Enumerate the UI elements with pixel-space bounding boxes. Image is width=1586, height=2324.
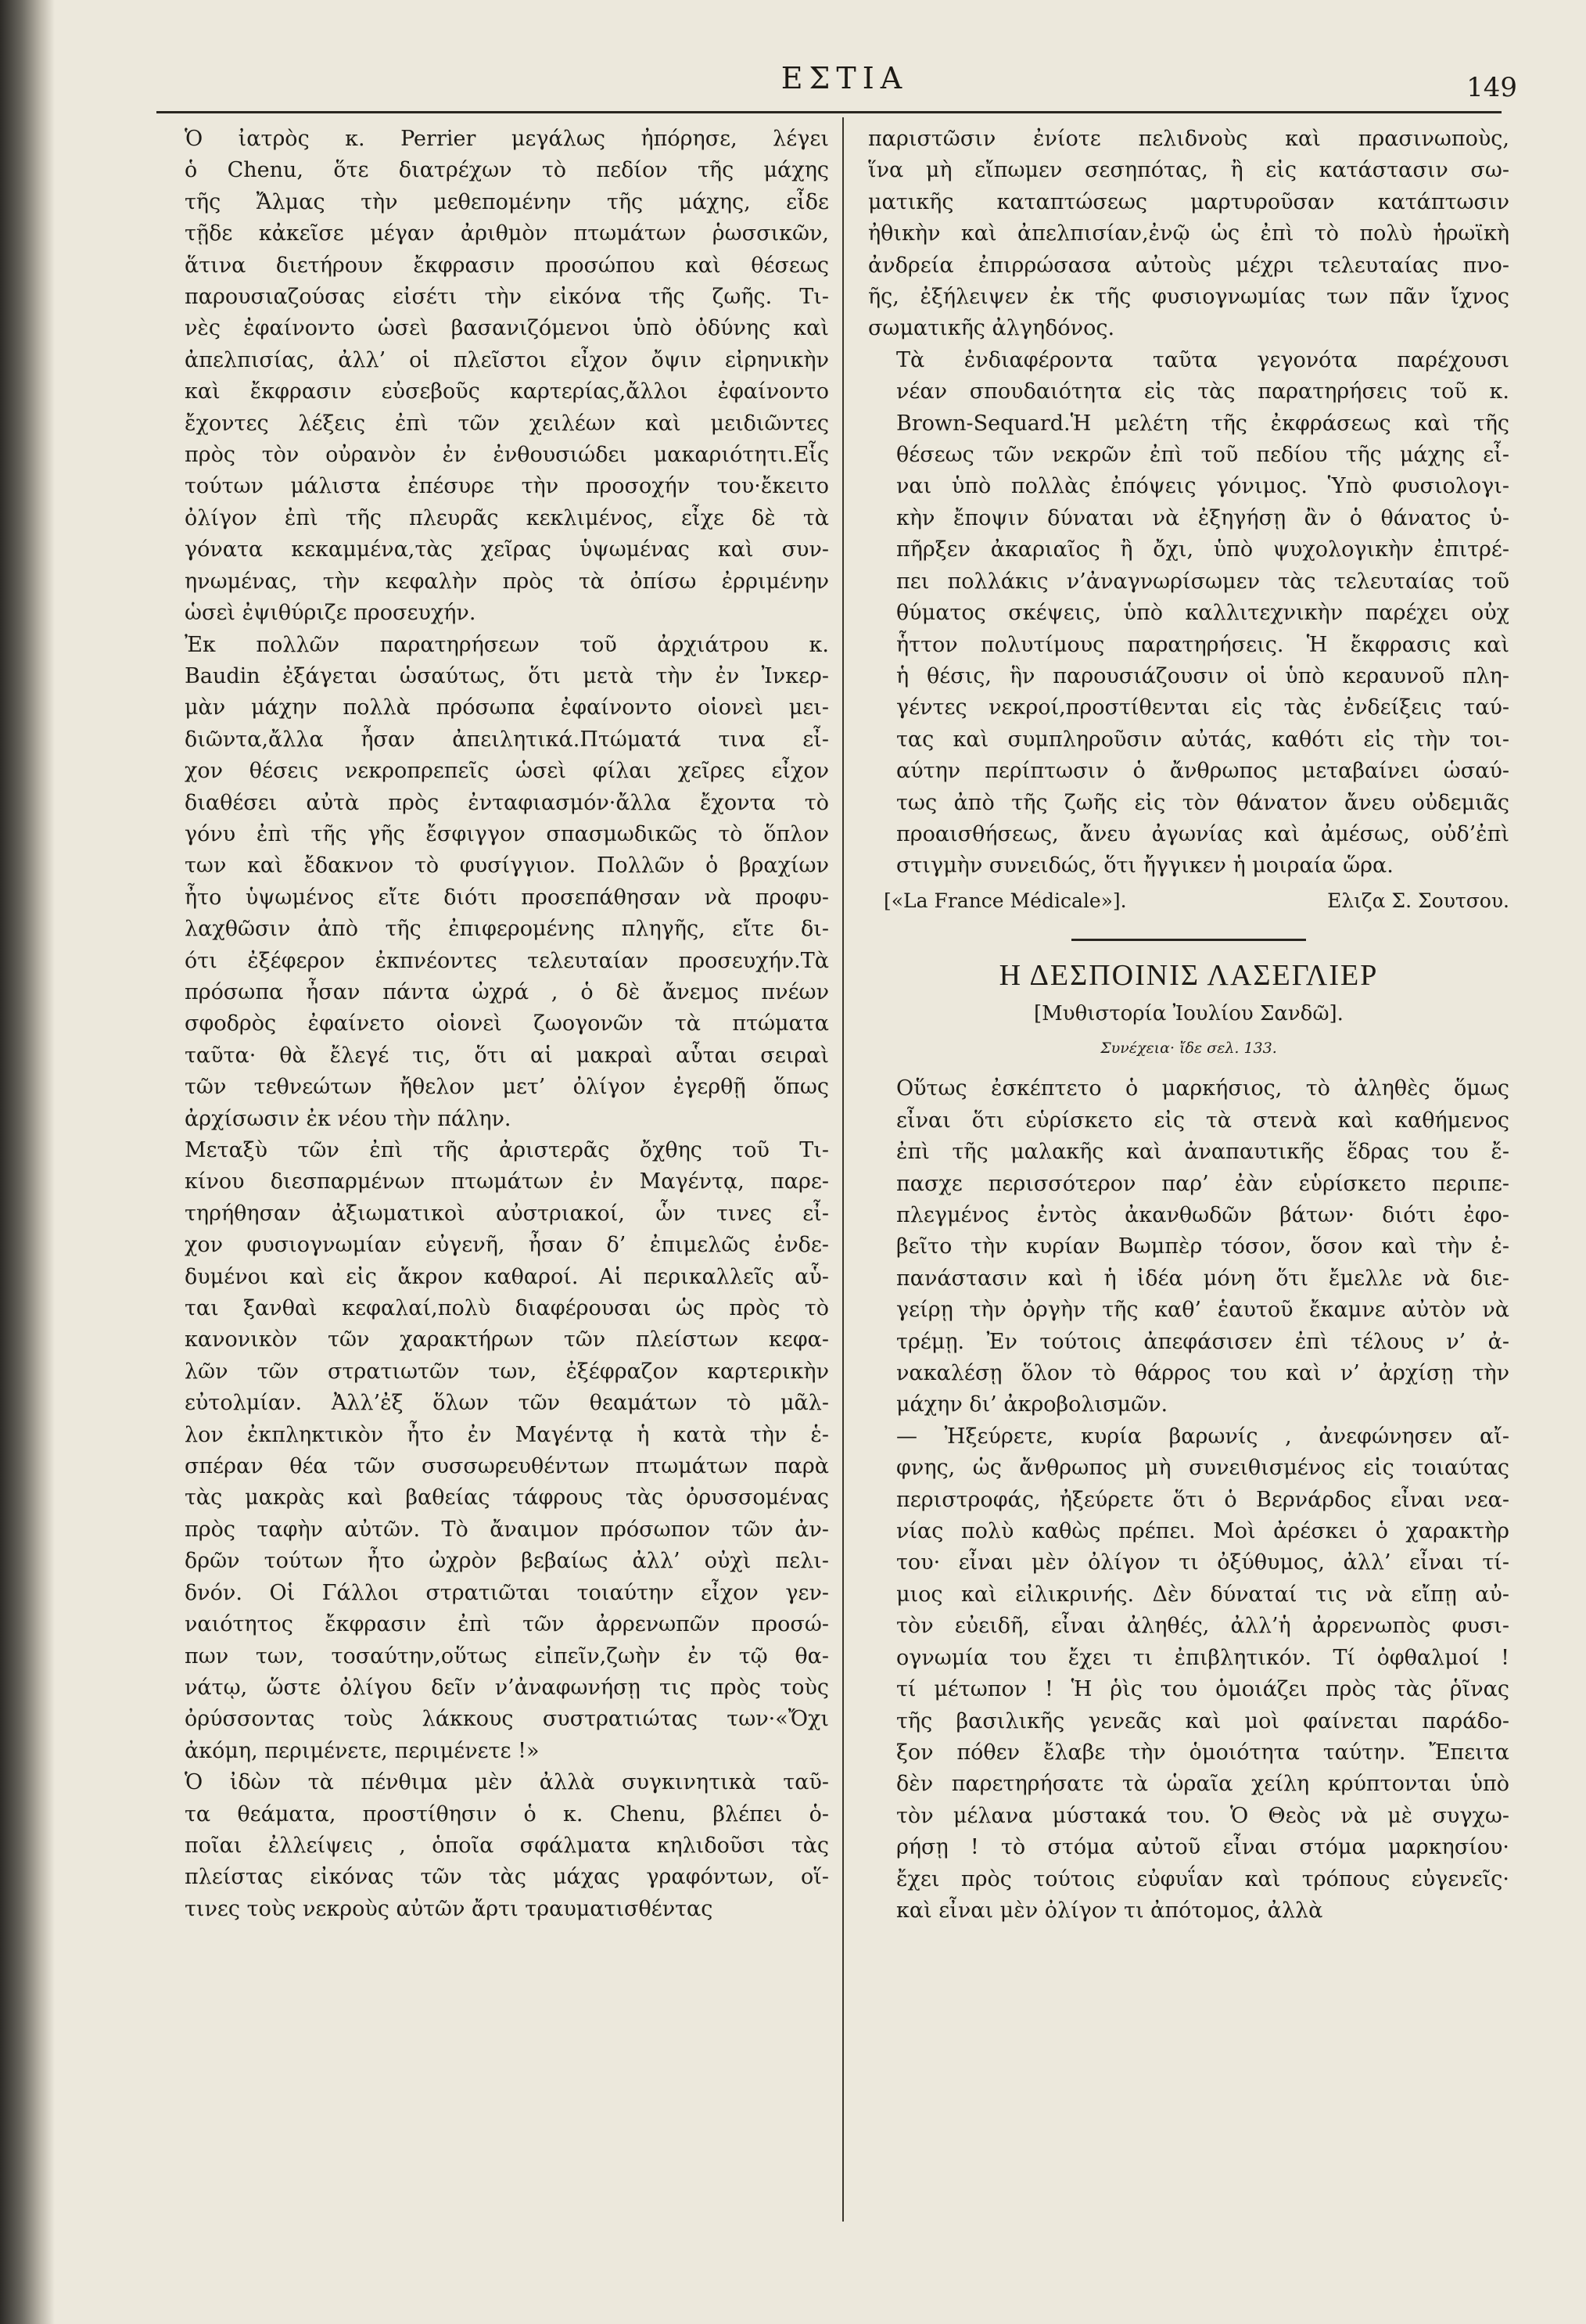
text-line: πρὸς τὸν οὐρανὸν ἐν ἐνθουσιώδει μακαριότητι.Εἷς bbox=[185, 443, 829, 468]
text-line: εὐτολμίαν. Ἀλλ’ἐξ ὅλων τῶν θεαμάτων τὸ μᾶλ- bbox=[185, 1391, 829, 1416]
text-line: φνης, ὡς ἄνθρωπος μὴ συνειθισμένος εἰς τοιαύτας bbox=[896, 1456, 1509, 1481]
left-column bbox=[156, 124, 829, 1925]
right-column bbox=[868, 124, 1509, 1927]
text-line: παριστῶσιν ἐνίοτε πελιδνοὺς καὶ πρασινωποὺς, bbox=[868, 127, 1509, 151]
text-line: δυμένοι καὶ εἰς ἄκρον καθαροί. Αἱ περικαλλεῖς αὗ- bbox=[185, 1264, 829, 1289]
paragraph bbox=[156, 630, 829, 1136]
text-line: εἶναι ὅτι εὑρίσκετο εἰς τὰ στενὰ καὶ καθήμενος bbox=[896, 1108, 1509, 1133]
text-line: κίνου διεσπαρμένων πτωμάτων ἐν Μαγέντᾳ, παρε- bbox=[185, 1169, 829, 1194]
text-line: διαθέσει αὐτὰ πρὸς ἐνταφιασμόν·ἄλλα ἔχοντα τὸ bbox=[185, 790, 829, 815]
text-line: Brown-Sequard.Ἡ μελέτη τῆς ἐκφράσεως καὶ τῆς bbox=[896, 411, 1509, 436]
section-separator bbox=[1071, 939, 1306, 941]
text-line: καὶ ἔκφρασιν εὐσεβοῦς καρτερίας,ἄλλοι ἐφαίνοντο bbox=[185, 379, 829, 404]
text-line: χον φυσιογνωμίαν εὐγενῆ, ἦσαν δ’ ἐπιμελῶς ἐνδε- bbox=[185, 1233, 829, 1258]
article-ending bbox=[868, 124, 1509, 882]
text-line: ρήσῃ ! τὸ στόμα αὐτοῦ εἶναι στόμα μαρκησίου· bbox=[896, 1835, 1509, 1860]
text-line: παρουσιαζούσας εἰσέτι τὴν εἰκόνα τῆς ζωῆς. Τι- bbox=[185, 285, 829, 310]
text-line: νέαν σπουδαιότητα εἰς τὰς παρατηρήσεις τοῦ κ. bbox=[896, 379, 1509, 404]
article-signature bbox=[884, 885, 1509, 917]
paragraph bbox=[156, 1135, 829, 1767]
text-line: σπέραν θέα τῶν συσσωρευθέντων πτωμάτων παρὰ bbox=[185, 1454, 829, 1479]
journal-title: ΕΣΤΙΑ bbox=[780, 61, 909, 95]
text-line: των καὶ ἔδακνον τὸ φυσίγγιον. Πολλῶν ὁ βραχίων bbox=[185, 853, 829, 878]
text-line: πρὸς ταφὴν αὐτῶν. Τὸ ἄναιμον πρόσωπον τῶν ἀν- bbox=[185, 1517, 829, 1542]
text-line: ἀκόμη, περιμένετε, περιμένετε !» bbox=[185, 1738, 540, 1763]
text-line: τηρήθησαν ἀξιωματικοὶ αὐστριακοί, ὧν τινες εἶ- bbox=[185, 1201, 829, 1226]
text-line: νακαλέσῃ ὅλον τὸ θάρρος του καὶ ν’ ἀρχίσῃ τὴν bbox=[896, 1361, 1509, 1386]
text-line: — Ἠξεύρετε, κυρία βαρωνίς , ἀνεφώνησεν αἴ- bbox=[896, 1424, 1509, 1449]
text-line: πασχε περισσότερον παρ’ ἐὰν εὑρίσκετο περιπε- bbox=[896, 1171, 1509, 1196]
text-line: γόνατα κεκαμμένα,τὰς χεῖρας ὑψωμένας καὶ συν- bbox=[185, 537, 829, 562]
text-line: τρέμῃ. Ἐν τούτοις ἀπεφάσισεν ἐπὶ τέλους ν’ ἀ- bbox=[896, 1329, 1509, 1354]
text-line: λον ἐκπληκτικὸν ἦτο ἐν Μαγέντᾳ ἡ κατὰ τὴν ἑ- bbox=[185, 1422, 829, 1447]
text-line: σφοδρὸς ἐφαίνετο οἱονεὶ ζωογονῶν τὰ πτώματα bbox=[185, 1011, 829, 1036]
text-line: γέντες νεκροί,προστίθενται εἰς τὰς ἐνδείξεις ταύ- bbox=[896, 695, 1509, 720]
text-line: τῆς Ἄλμας τὴν μεθεπομένην τῆς μάχης, εἶδε bbox=[185, 189, 829, 214]
text-line: βεῖτο τὴν κυρίαν Βωμπὲρ τόσον, ὅσον καὶ τὴν ἐ- bbox=[896, 1234, 1509, 1259]
text-line: γόνυ ἐπὶ τῆς γῆς ἔσφιγγον σπασμωδικῶς τὸ ὅπλον bbox=[185, 821, 829, 846]
text-line: ἐπὶ τῆς μαλακῆς καὶ ἀναπαυτικῆς ἕδρας του ἔ- bbox=[896, 1140, 1509, 1165]
text-line: χον θέσεις νεκροπρεπεῖς ὡσεὶ φίλαι χεῖρες εἶχον bbox=[185, 759, 829, 784]
source-citation: [«La France Médicale»]. bbox=[884, 889, 1127, 912]
story-text bbox=[868, 1073, 1509, 1927]
page-number: 149 bbox=[1466, 72, 1517, 103]
text-line: δὲν παρετηρήσατε τὰ ὡραῖα χείλη κρύπτονται ὑπὸ bbox=[896, 1772, 1509, 1797]
column-divider bbox=[842, 117, 844, 2222]
text-line: ότι ἐξέφερον ἐκπνέοντες τελευταίαν προσευχήν.Τὰ bbox=[185, 948, 829, 973]
text-line: τί μέτωπον ! Ἡ ῥὶς του ὁμοιάζει πρὸς τὰς ῥῖνας bbox=[896, 1677, 1509, 1702]
text-line: τούτων μάλιστα ἐπέσυρε τὴν προσοχήν του·ἔκειτο bbox=[185, 474, 829, 499]
paragraph bbox=[868, 345, 1509, 882]
text-line: θέσεως τῶν νεκρῶν ἐπὶ τοῦ πεδίου τῆς μάχης εἶ- bbox=[896, 443, 1509, 468]
author-name: Ελιζα Σ. Σουτσου. bbox=[1327, 889, 1509, 912]
text-line: δνόν. Οἱ Γάλλοι στρατιῶται τοιαύτην εἶχον γεν- bbox=[185, 1580, 829, 1605]
text-line: Ἐκ πολλῶν παρατηρήσεων τοῦ ἀρχιάτρου κ. bbox=[185, 632, 829, 657]
paragraph bbox=[868, 124, 1509, 345]
text-line: καὶ εἶναι μὲν ὀλίγον τι ἀπότομος, ἀλλὰ bbox=[896, 1898, 1323, 1923]
text-line: Ὁ ἰατρὸς κ. Perrier μεγάλως ἠπόρησε, λέγει bbox=[185, 127, 829, 151]
text-line: τινες τοὺς νεκροὺς αὐτῶν ἄρτι τραυματισθέντας bbox=[185, 1896, 713, 1921]
text-line: πῆρξεν ἀκαριαῖος ἢ ὄχι, ὑπὸ ψυχολογικὴν ἐπιτρέ- bbox=[896, 537, 1509, 562]
text-line: ὀρύσσοντας τοὺς λάκκους συστρατιώτας των·«Ὄχι bbox=[185, 1707, 829, 1732]
text-line: ἠθικὴν καὶ ἀπελπισίαν,ἐνῷ ὡς ἐπὶ τὸ πολὺ ἡρωϊκὴ bbox=[868, 221, 1509, 246]
text-line: πλείστας εἰκόνας τῶν τὰς μάχας γραφόντων, οἵ- bbox=[185, 1865, 829, 1890]
text-line: νάτῳ, ὥστε ὀλίγου δεῖν ν’ἀναφωνήσῃ τις πρὸς τοὺς bbox=[185, 1675, 829, 1700]
text-line: ηνωμένας, τὴν κεφαλὴν πρὸς τὰ ὀπίσω ἐρριμένην bbox=[185, 569, 829, 594]
text-line: Baudin ἐξάγεται ὡσαύτως, ὅτι μετὰ τὴν ἐν Ἰνκερ- bbox=[185, 663, 829, 688]
text-line: προαισθήσεως, ἄνευ ἀγωνίας καὶ ἀμέσως, οὐδ’ἐπὶ bbox=[896, 821, 1509, 846]
text-line: ἦτο ὑψωμένος εἴτε διότι προσεπάθησαν νὰ προφυ- bbox=[185, 885, 829, 910]
text-line: πει πολλάκις ν’ἀναγνωρίσωμεν τὰς τελευταίας τοῦ bbox=[896, 569, 1509, 594]
text-line: ταῦτα· θὰ ἔλεγέ τις, ὅτι αἱ μακραὶ αὗται σειραὶ bbox=[185, 1043, 829, 1068]
paragraph bbox=[156, 124, 829, 630]
text-line: ποῖαι ἐλλείψεις , ὁποῖα σφάλματα κηλιδοῦσι τὰς bbox=[185, 1833, 829, 1858]
text-line: ναι ὑπὸ πολλὰς ἐπόψεις γόνιμος. Ὑπὸ φυσιολογι- bbox=[896, 474, 1509, 499]
text-line: λῶν τῶν στρατιωτῶν των, ἐξέφραζον καρτερικὴν bbox=[185, 1359, 829, 1384]
text-line: μάχην δι’ ἀκροβολισμῶν. bbox=[896, 1392, 1168, 1417]
text-line: τα θεάματα, προστίθησιν ὁ κ. Chenu, βλέπει ὁ- bbox=[185, 1801, 829, 1827]
text-line: ὁ Chenu, ὅτε διατρέχων τὸ πεδίον τῆς μάχης bbox=[185, 158, 829, 183]
text-line: ξον πόθεν ἔλαβε τὴν ὁμοιότητα ταύτην. Ἔπειτα bbox=[896, 1740, 1509, 1765]
text-line: τὰς μακρὰς καὶ βαθείας τάφρους τὰς ὀρυσσομένας bbox=[185, 1485, 829, 1510]
paragraph bbox=[156, 1767, 829, 1925]
text-line: τῆς βασιλικῆς γενεᾶς καὶ μοὶ φαίνεται παράδο- bbox=[896, 1708, 1509, 1733]
text-line: ται ξανθαὶ κεφαλαί,πολὺ διαφέρουσαι ὡς πρὸς τὸ bbox=[185, 1296, 829, 1321]
text-line: πρόσωπα ἦσαν πάντα ὠχρά , ὁ δὲ ἄνεμος πνέων bbox=[185, 979, 829, 1004]
story-title: Η ΔΕΣΠΟΙΝΙΣ ΛΑΣΕΓΛΙΕΡ bbox=[999, 959, 1379, 993]
text-line: ἀπελπισίας, ἀλλ’ οἱ πλεῖστοι εἶχον ὄψιν εἰρηνικὴν bbox=[185, 347, 829, 372]
text-line: Ὁ ἰδὼν τὰ πένθιμα μὲν ἀλλὰ συγκινητικὰ ταῦ- bbox=[185, 1770, 829, 1795]
text-line: ναιότητος ἔκφρασιν ἐπὶ τῶν ἀρρενωπῶν προσώ- bbox=[185, 1612, 829, 1637]
text-line: γείρῃ τὴν ὀργὴν τῆς καθ’ ἑαυτοῦ ἔκαμνε αὐτὸν νὰ bbox=[896, 1298, 1509, 1323]
text-line: κὴν ἔποψιν δύναται νὰ ἐξηγήσῃ ἂν ὁ θάνατος ὑ- bbox=[896, 505, 1509, 530]
text-line: πανάστασιν καὶ ἡ ἰδέα μόνη ὅτι ἔμελλε νὰ διε- bbox=[896, 1266, 1509, 1291]
text-line: ἔχοντες λέξεις ἐπὶ τῶν χειλέων καὶ μειδιῶντες bbox=[185, 411, 829, 436]
text-line: νίας πολὺ καθὼς πρέπει. Μοὶ ἀρέσκει ὁ χαρακτὴρ bbox=[896, 1519, 1509, 1544]
text-line: νὲς ἐφαίνοντο ὡσεὶ βασανιζόμενοι ὑπὸ ὀδύνης καὶ bbox=[185, 316, 829, 341]
header-rule bbox=[156, 111, 1502, 113]
paragraph bbox=[868, 1073, 1509, 1421]
text-line: ἵνα μὴ εἴπωμεν σεσηπότας, ἢ εἰς κατάστασιν σω- bbox=[868, 158, 1509, 183]
text-line: τὸν μέλανα μύστακά του. Ὁ Θεὸς νὰ μὲ συγχω- bbox=[896, 1803, 1509, 1828]
text-line: Τὰ ἐνδιαφέροντα ταῦτα γεγονότα παρέχουσι bbox=[896, 347, 1509, 372]
text-line: ματικῆς καταπτώσεως μαρτυροῦσαν κατάπτωσιν bbox=[868, 189, 1509, 214]
text-line: πλεγμένος ἐντὸς ἀκανθωδῶν βάτων· διότι ἐφο- bbox=[896, 1203, 1509, 1227]
text-line: στιγμὴν συνειδώς, ὅτι ἤγγικεν ἡ μοιραία ὥρα. bbox=[896, 853, 1394, 878]
text-line: λαχθῶσιν ἀπὸ τῆς ἐπιφερομένης πληγῆς, εἴτε δι- bbox=[185, 917, 829, 942]
text-line: μιος καὶ εἰλικρινής. Δὲν δύναταί τις νὰ εἴπῃ αὐ- bbox=[896, 1582, 1509, 1607]
text-line: μὰν μάχην πολλὰ πρόσωπα ἐφαίνοντο οἱονεὶ μει- bbox=[185, 695, 829, 720]
text-line: τὸν εὐειδῆ, εἶναι ἀληθές, ἀλλ’ἡ ἀρρενωπὸς φυσι- bbox=[896, 1614, 1509, 1639]
text-line: ῆς, ἐξήλειψεν ἐκ τῆς φυσιογνωμίας των πᾶν ἴχνος bbox=[868, 285, 1509, 310]
text-line: δρῶν τούτων ἦτο ὠχρὸν βεβαίως ἀλλ’ οὐχὶ πελι- bbox=[185, 1549, 829, 1574]
text-line: περιστροφάς, ἠξεύρετε ὅτι ὁ Βερνάρδος εἶναι νεα- bbox=[896, 1487, 1509, 1512]
text-line: θύματος σκέψεις, ὑπὸ καλλιτεχνικὴν παρέχει οὐχ bbox=[896, 601, 1509, 626]
text-line: ἀνδρεία ἐπιρρώσασα αὐτοὺς μέχρι τελευταίας πνο- bbox=[868, 253, 1509, 278]
text-line: αύτην περίπτωσιν ὁ ἄνθρωπος μεταβαίνει ὡσαύ- bbox=[896, 759, 1509, 784]
text-line: ὀλίγον ἐπὶ τῆς πλευρᾶς κεκλιμένος, εἶχε δὲ τὰ bbox=[185, 505, 829, 530]
text-line: ὡσεὶ ἐψιθύριζε προσευχήν. bbox=[185, 601, 476, 626]
story-subtitle: [Μυθιστορία Ἰουλίου Σανδῶ]. bbox=[1034, 1001, 1344, 1026]
text-line: ἀρχίσωσιν ἐκ νέου τὴν πάλην. bbox=[185, 1106, 511, 1131]
text-line: κανονικὸν τῶν χαρακτήρων τῶν πλείστων κεφα- bbox=[185, 1327, 829, 1352]
text-line: ἧττον πολυτίμους παρατηρήσεις. Ἡ ἔκφρασις καὶ bbox=[896, 632, 1509, 657]
text-line: πων των, τοσαύτην,οὕτως εἰπεῖν,ζωὴν ἐν τῷ θα- bbox=[185, 1643, 829, 1668]
text-line: ογνωμία του ἔχει τι ἐπιβλητικόν. Τί ὀφθαλμοί ! bbox=[896, 1645, 1509, 1670]
text-line: διῶντα,ἄλλα ἦσαν ἀπειλητικά.Πτώματά τινα εἶ- bbox=[185, 727, 829, 752]
binding-shadow bbox=[0, 0, 55, 2324]
text-line: ἅτινα διετήρουν ἔκφρασιν προσώπου καὶ θέσεως bbox=[185, 253, 829, 278]
text-line: ἔχει πρὸς τούτοις εὐφυΐαν καὶ τρόπους εὐγενεῖς· bbox=[896, 1866, 1509, 1891]
text-line: Μεταξὺ τῶν ἐπὶ τῆς ἀριστερᾶς ὄχθης τοῦ Τι- bbox=[185, 1138, 829, 1162]
text-line: σωματικῆς ἀλγηδόνος. bbox=[868, 316, 1115, 341]
text-line: τῶν τεθνεώτων ἤθελον μετ’ ὀλίγον ἐγερθῇ ὅπως bbox=[185, 1075, 829, 1100]
text-line: ἡ θέσις, ἣν παρουσιάζουσιν οἱ ὑπὸ κεραυνοῦ πλη- bbox=[896, 663, 1509, 688]
paragraph bbox=[868, 1421, 1509, 1927]
text-line: τως ἀπὸ τῆς ζωῆς εἰς τὸν θάνατον ἄνευ οὐδεμιᾶς bbox=[896, 790, 1509, 815]
text-line: Οὕτως ἐσκέπτετο ὁ μαρκήσιος, τὸ ἀληθὲς ὅμως bbox=[896, 1076, 1509, 1101]
text-line: τῇδε κἀκεῖσε μέγαν ἀριθμὸν πτωμάτων ῥωσσικῶν, bbox=[185, 221, 829, 246]
text-line: του· εἶναι μὲν ὀλίγον τι ὀξύθυμος, ἀλλ’ εἶναι τί- bbox=[896, 1550, 1509, 1575]
story-continuation-note: Συνέχεια· ἴδε σελ. 133. bbox=[1100, 1039, 1277, 1057]
text-line: τας καὶ συμπληροῦσιν αὐτάς, καθότι εἰς τὴν τοι- bbox=[896, 727, 1509, 752]
